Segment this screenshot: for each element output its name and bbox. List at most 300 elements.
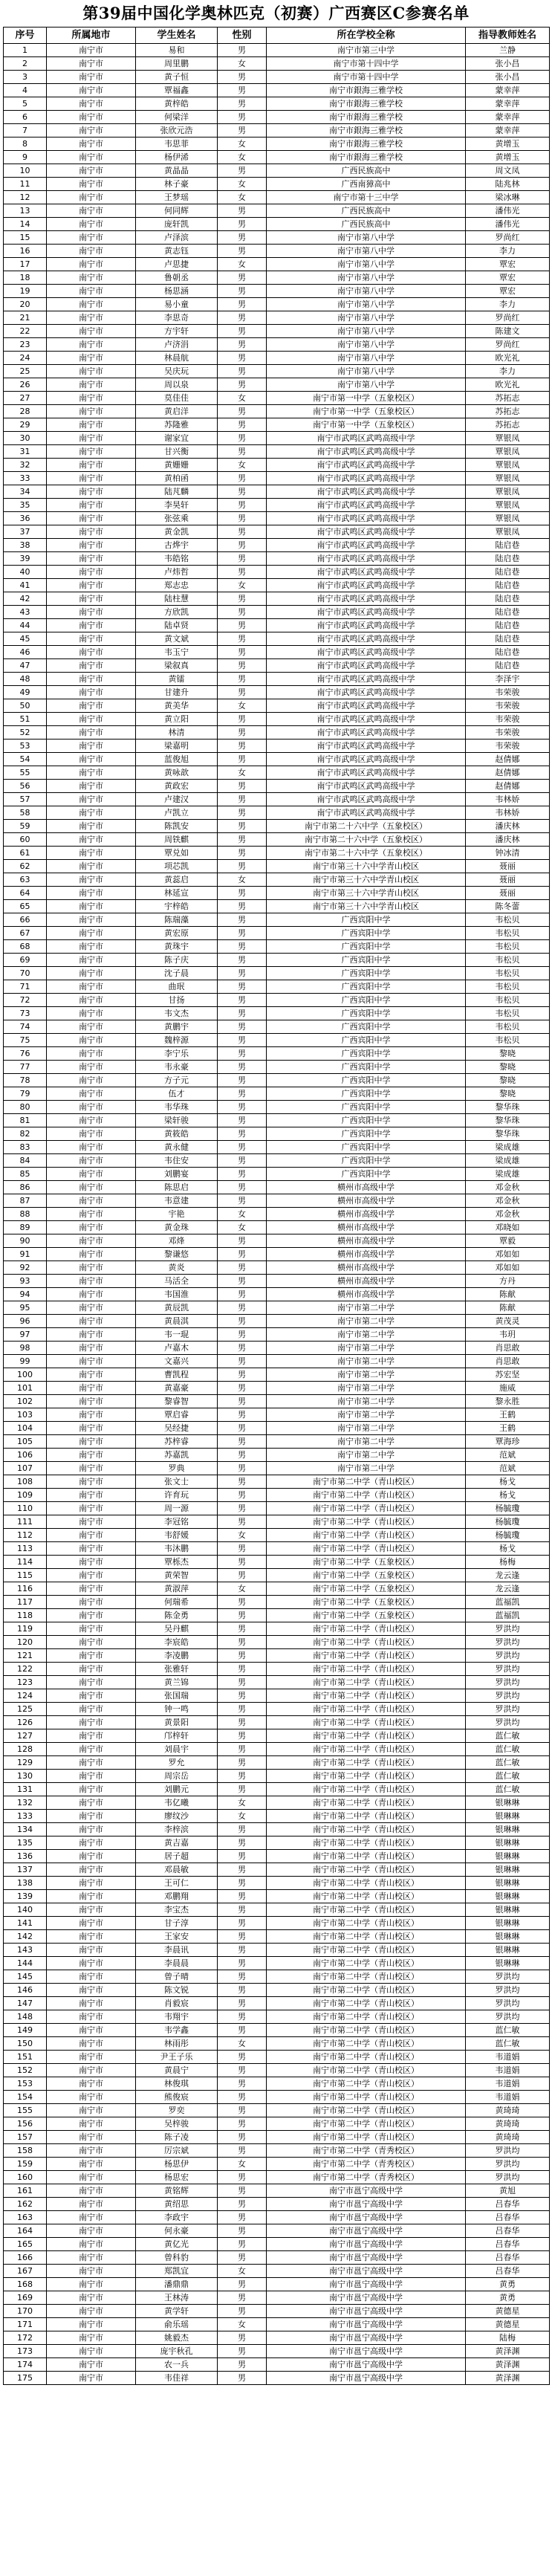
cell-teacher: 韦道娟 [466,2051,550,2064]
cell-teacher: 罗洪均 [466,1984,550,1997]
cell-gender: 男 [218,806,267,820]
cell-school: 南宁市第三十六中学青山校区 [267,887,466,900]
cell-school: 南宁市第二中学 [267,1301,466,1315]
cell-gender: 男 [218,913,267,927]
cell-city: 南宁市 [47,2158,136,2171]
cell-student-name: 黄荣智 [136,1569,218,1582]
cell-city: 南宁市 [47,1208,136,1221]
cell-gender: 男 [218,2144,267,2158]
table-row [4,1703,550,1716]
cell-teacher: 黄旭 [466,2184,550,2198]
cell-teacher: 陆启巷 [466,632,550,646]
cell-student-name: 黄政宏 [136,780,218,793]
cell-school: 南宁市武鸣区武鸣高级中学 [267,646,466,659]
cell-gender: 男 [218,44,267,57]
cell-student-name: 黄亿光 [136,2238,218,2251]
cell-teacher: 覃银凤 [466,445,550,459]
cell-index: 99 [4,1355,47,1368]
cell-index: 167 [4,2265,47,2278]
cell-teacher: 蓝仁敏 [466,1770,550,1783]
cell-index: 109 [4,1489,47,1502]
table-row [4,1234,550,1248]
cell-student-name: 黄珠宇 [136,940,218,954]
cell-index: 57 [4,793,47,806]
cell-index: 85 [4,1168,47,1181]
cell-teacher: 罗洪均 [466,1649,550,1663]
cell-index: 54 [4,753,47,766]
cell-index: 155 [4,2104,47,2117]
table-row [4,2077,550,2091]
cell-school: 南宁市邕宁高级中学 [267,2291,466,2305]
cell-school: 南宁市第二中学（青山校区） [267,1502,466,1515]
table-row [4,1863,550,1877]
table-row [4,1395,550,1408]
cell-index: 100 [4,1368,47,1382]
cell-city: 南宁市 [47,1622,136,1636]
cell-teacher: 罗洪均 [466,1997,550,2010]
cell-teacher: 罗洪均 [466,2158,550,2171]
cell-gender: 女 [218,2265,267,2278]
cell-gender: 男 [218,418,267,432]
table-row [4,57,550,71]
cell-school: 南宁市第二中学 [267,1315,466,1328]
cell-student-name: 李昊轩 [136,499,218,512]
cell-student-name: 杨思伊 [136,2158,218,2171]
cell-school: 南宁市邕宁高级中学 [267,2238,466,2251]
cell-gender: 女 [218,1208,267,1221]
cell-city: 南宁市 [47,44,136,57]
cell-index: 80 [4,1101,47,1114]
cell-city: 南宁市 [47,218,136,231]
cell-teacher: 银琳琳 [466,1944,550,1957]
cell-teacher: 黎晓 [466,1087,550,1101]
table-row [4,1770,550,1783]
cell-city: 南宁市 [47,1957,136,1970]
cell-index: 96 [4,1315,47,1328]
cell-gender: 男 [218,927,267,940]
table-row [4,2171,550,2184]
table-row [4,2091,550,2104]
table-row [4,2104,550,2117]
cell-teacher: 杨梅 [466,1556,550,1569]
cell-student-name: 林晨航 [136,352,218,365]
cell-city: 南宁市 [47,940,136,954]
table-row [4,980,550,994]
cell-city: 南宁市 [47,1596,136,1609]
cell-school: 南宁市第八中学 [267,258,466,271]
cell-school: 南宁市第二中学（青山校区） [267,1663,466,1676]
cell-gender: 男 [218,1756,267,1770]
cell-city: 南宁市 [47,873,136,887]
table-row [4,1636,550,1649]
table-row [4,1596,550,1609]
cell-gender: 男 [218,218,267,231]
cell-gender: 男 [218,686,267,699]
cell-gender: 女 [218,873,267,887]
cell-gender: 男 [218,1556,267,1569]
cell-school: 横州市高级中学 [267,1275,466,1288]
cell-student-name: 居子超 [136,1850,218,1863]
cell-student-name: 周一源 [136,1502,218,1515]
cell-student-name: 黄晶晶 [136,164,218,178]
table-row [4,71,550,84]
cell-index: 113 [4,1542,47,1556]
cell-school: 南宁市第二中学（青山校区） [267,1890,466,1903]
table-row [4,218,550,231]
cell-teacher: 陆启巷 [466,592,550,606]
cell-student-name: 王可仁 [136,1877,218,1890]
cell-gender: 男 [218,2104,267,2117]
header-school: 所在学校全称 [267,27,466,44]
cell-city: 南宁市 [47,1034,136,1047]
cell-teacher: 吕春华 [466,2198,550,2211]
cell-school: 南宁市第八中学 [267,285,466,298]
cell-student-name: 熊俊宸 [136,2091,218,2104]
cell-gender: 男 [218,1061,267,1074]
cell-school: 南宁市邕宁高级中学 [267,2265,466,2278]
cell-index: 32 [4,459,47,472]
cell-gender: 男 [218,566,267,579]
cell-index: 7 [4,124,47,137]
cell-student-name: 黄吉嘉 [136,1836,218,1850]
cell-city: 南宁市 [47,1489,136,1502]
cell-index: 166 [4,2251,47,2265]
cell-index: 10 [4,164,47,178]
cell-student-name: 古烨宇 [136,539,218,552]
cell-student-name: 甘建升 [136,686,218,699]
cell-student-name: 李宝杰 [136,1903,218,1917]
cell-index: 95 [4,1301,47,1315]
cell-city: 南宁市 [47,1234,136,1248]
cell-gender: 男 [218,1743,267,1756]
cell-student-name: 黄镭 [136,673,218,686]
cell-gender: 男 [218,499,267,512]
cell-city: 南宁市 [47,1020,136,1034]
cell-city: 南宁市 [47,1194,136,1208]
table-row [4,2265,550,2278]
cell-index: 171 [4,2318,47,2331]
cell-teacher: 陈建文 [466,325,550,338]
cell-school: 南宁市第二中学（青山校区） [267,1997,466,2010]
cell-city: 南宁市 [47,1756,136,1770]
cell-gender: 男 [218,1489,267,1502]
cell-city: 南宁市 [47,954,136,967]
cell-index: 62 [4,860,47,873]
cell-school: 南宁市武鸣区武鸣高级中学 [267,539,466,552]
table-row [4,619,550,632]
cell-gender: 男 [218,1301,267,1315]
cell-school: 南宁市武鸣区武鸣高级中学 [267,726,466,740]
table-row [4,124,550,137]
cell-city: 南宁市 [47,1970,136,1984]
cell-gender: 男 [218,1823,267,1836]
table-row [4,806,550,820]
table-row [4,111,550,124]
cell-teacher: 韦松贝 [466,980,550,994]
table-row [4,1823,550,1836]
cell-city: 南宁市 [47,780,136,793]
cell-city: 南宁市 [47,1796,136,1810]
cell-student-name: 黎谦悠 [136,1248,218,1261]
table-row [4,1944,550,1957]
cell-school: 南宁市第八中学 [267,231,466,245]
cell-gender: 女 [218,137,267,151]
cell-city: 南宁市 [47,2224,136,2238]
cell-city: 南宁市 [47,1770,136,1783]
cell-student-name: 黄金凯 [136,525,218,539]
cell-gender: 男 [218,713,267,726]
cell-student-name: 韦国淮 [136,1288,218,1301]
table-row [4,2251,550,2265]
cell-school: 南宁市第二中学（五象校区） [267,1596,466,1609]
cell-school: 南宁市武鸣区武鸣高级中学 [267,552,466,566]
cell-school: 广西宾阳中学 [267,1034,466,1047]
cell-student-name: 吴丹麒 [136,1622,218,1636]
cell-student-name: 曾子晴 [136,1970,218,1984]
cell-index: 59 [4,820,47,833]
cell-teacher: 银琳琳 [466,1930,550,1944]
table-row [4,1408,550,1422]
cell-teacher: 黎晓 [466,1047,550,1061]
cell-school: 横州市高级中学 [267,1288,466,1301]
cell-gender: 男 [218,124,267,137]
cell-student-name: 李宁乐 [136,1047,218,1061]
cell-city: 南宁市 [47,1716,136,1729]
table-row [4,1422,550,1435]
cell-gender: 男 [218,1636,267,1649]
cell-index: 152 [4,2064,47,2077]
cell-gender: 男 [218,619,267,632]
cell-index: 98 [4,1342,47,1355]
cell-index: 129 [4,1756,47,1770]
cell-index: 163 [4,2211,47,2224]
cell-gender: 男 [218,1234,267,1248]
cell-student-name: 韦华珠 [136,1101,218,1114]
cell-student-name: 梁叙真 [136,659,218,673]
cell-student-name: 李思奇 [136,311,218,325]
cell-school: 南宁市銀海三雅学校 [267,111,466,124]
cell-teacher: 黄勇 [466,2291,550,2305]
cell-teacher: 兰静 [466,44,550,57]
cell-index: 111 [4,1515,47,1529]
cell-student-name: 林清 [136,726,218,740]
cell-school: 南宁市第二中学（青山校区） [267,1903,466,1917]
cell-gender: 男 [218,673,267,686]
cell-student-name: 苏梓睿 [136,1435,218,1449]
cell-student-name: 韦舒媛 [136,1529,218,1542]
table-row [4,659,550,673]
cell-teacher: 黄增玉 [466,151,550,164]
cell-city: 南宁市 [47,2104,136,2117]
cell-school: 南宁市第二中学 [267,1449,466,1462]
cell-school: 南宁市第二中学（青山校区） [267,1475,466,1489]
cell-city: 南宁市 [47,245,136,258]
cell-gender: 女 [218,191,267,204]
cell-index: 1 [4,44,47,57]
table-row [4,820,550,833]
cell-school: 南宁市邕宁高级中学 [267,2305,466,2318]
cell-student-name: 庞宇秋孔 [136,2345,218,2358]
header-city: 所属地市 [47,27,136,44]
table-row [4,164,550,178]
cell-school: 南宁市第二中学 [267,1408,466,1422]
cell-city: 南宁市 [47,2064,136,2077]
cell-gender: 男 [218,833,267,847]
cell-teacher: 银琳琳 [466,1890,550,1903]
cell-school: 横州市高级中学 [267,1248,466,1261]
cell-gender: 男 [218,1435,267,1449]
table-row [4,1475,550,1489]
cell-student-name: 姚毅杰 [136,2331,218,2345]
cell-teacher: 欧光礼 [466,378,550,392]
cell-city: 南宁市 [47,1462,136,1475]
cell-gender: 男 [218,231,267,245]
cell-city: 南宁市 [47,592,136,606]
table-row [4,1756,550,1770]
cell-student-name: 陈子凌 [136,2131,218,2144]
cell-gender: 女 [218,579,267,592]
cell-city: 南宁市 [47,913,136,927]
cell-index: 160 [4,2171,47,2184]
cell-school: 南宁市武鸣区武鸣高级中学 [267,579,466,592]
cell-city: 南宁市 [47,2184,136,2198]
cell-gender: 男 [218,2091,267,2104]
cell-gender: 男 [218,2171,267,2184]
cell-teacher: 韦松贝 [466,1034,550,1047]
cell-school: 南宁市武鸣区武鸣高级中学 [267,499,466,512]
cell-school: 南宁市第二中学（青山校区） [267,1877,466,1890]
cell-school: 南宁市邕宁高级中学 [267,2211,466,2224]
cell-school: 南宁市第二中学（青山校区） [267,1689,466,1703]
cell-student-name: 罗允 [136,1756,218,1770]
table-row [4,1194,550,1208]
table-row [4,485,550,499]
cell-index: 79 [4,1087,47,1101]
cell-teacher: 黄泽渊 [466,2358,550,2372]
cell-teacher: 陆启巷 [466,579,550,592]
table-row [4,1743,550,1756]
cell-teacher: 潘伟光 [466,218,550,231]
cell-student-name: 刘鹏元 [136,1783,218,1796]
cell-school: 广西宾阳中学 [267,1047,466,1061]
table-row [4,271,550,285]
cell-index: 71 [4,980,47,994]
cell-teacher: 龙云逢 [466,1569,550,1582]
cell-student-name: 陈子庆 [136,954,218,967]
cell-teacher: 蓝仁敏 [466,1756,550,1770]
cell-city: 南宁市 [47,1007,136,1020]
table-row [4,566,550,579]
cell-index: 142 [4,1930,47,1944]
cell-teacher: 罗洪均 [466,1676,550,1689]
table-row [4,592,550,606]
cell-student-name: 黄铭辉 [136,2184,218,2198]
cell-index: 65 [4,900,47,913]
cell-city: 南宁市 [47,579,136,592]
cell-gender: 男 [218,97,267,111]
cell-index: 50 [4,699,47,713]
cell-city: 南宁市 [47,1315,136,1328]
cell-school: 广西南獐高中 [267,178,466,191]
cell-city: 南宁市 [47,1047,136,1061]
cell-city: 南宁市 [47,1328,136,1342]
cell-gender: 男 [218,1114,267,1127]
table-row [4,285,550,298]
cell-student-name: 潘鼎鼎 [136,2278,218,2291]
cell-school: 南宁市第二中学（青山校区） [267,1823,466,1836]
cell-teacher: 邓金秋 [466,1208,550,1221]
cell-teacher: 覃银凤 [466,499,550,512]
cell-student-name: 罗奕 [136,2104,218,2117]
cell-gender: 男 [218,1449,267,1462]
cell-student-name: 李冠铭 [136,1515,218,1529]
cell-school: 南宁市第八中学 [267,311,466,325]
cell-city: 南宁市 [47,1890,136,1903]
cell-teacher: 邓如如 [466,1261,550,1275]
table-row [4,1850,550,1863]
cell-student-name: 林俊琪 [136,2077,218,2091]
table-row [4,1355,550,1368]
cell-student-name: 陆卓贤 [136,619,218,632]
cell-school: 南宁市第二中学（青山校区） [267,2131,466,2144]
cell-student-name: 韦皓铭 [136,552,218,566]
cell-index: 151 [4,2051,47,2064]
cell-gender: 男 [218,1783,267,1796]
table-row [4,1382,550,1395]
cell-city: 南宁市 [47,619,136,632]
cell-index: 133 [4,1810,47,1823]
cell-school: 南宁市第二中学 [267,1422,466,1435]
table-row [4,2211,550,2224]
cell-city: 南宁市 [47,1475,136,1489]
cell-teacher: 陈冬蕾 [466,900,550,913]
table-row [4,178,550,191]
cell-teacher: 覃银凤 [466,432,550,445]
cell-gender: 男 [218,1703,267,1716]
cell-teacher: 黄德星 [466,2318,550,2331]
cell-city: 南宁市 [47,525,136,539]
cell-city: 南宁市 [47,1582,136,1596]
cell-teacher: 钟冰清 [466,847,550,860]
cell-gender: 男 [218,1395,267,1408]
table-row [4,579,550,592]
cell-school: 南宁市武鸣区武鸣高级中学 [267,459,466,472]
cell-teacher: 蓝仁敏 [466,1729,550,1743]
cell-school: 南宁市第二十六中学（五象校区） [267,820,466,833]
cell-index: 39 [4,552,47,566]
cell-gender: 男 [218,2358,267,2372]
cell-city: 南宁市 [47,1729,136,1743]
cell-city: 南宁市 [47,1382,136,1395]
cell-gender: 男 [218,2372,267,2385]
cell-city: 南宁市 [47,71,136,84]
cell-gender: 男 [218,311,267,325]
table-row [4,1810,550,1823]
cell-city: 南宁市 [47,1275,136,1288]
cell-gender: 男 [218,2024,267,2037]
cell-gender: 男 [218,606,267,619]
cell-index: 161 [4,2184,47,2198]
cell-student-name: 黄梓皓 [136,97,218,111]
cell-city: 南宁市 [47,111,136,124]
table-row [4,713,550,726]
cell-student-name: 文嘉兴 [136,1355,218,1368]
cell-teacher: 韦荣骏 [466,686,550,699]
cell-school: 南宁市武鸣区武鸣高级中学 [267,432,466,445]
cell-index: 25 [4,365,47,378]
cell-student-name: 陆芃麟 [136,485,218,499]
cell-gender: 男 [218,1596,267,1609]
